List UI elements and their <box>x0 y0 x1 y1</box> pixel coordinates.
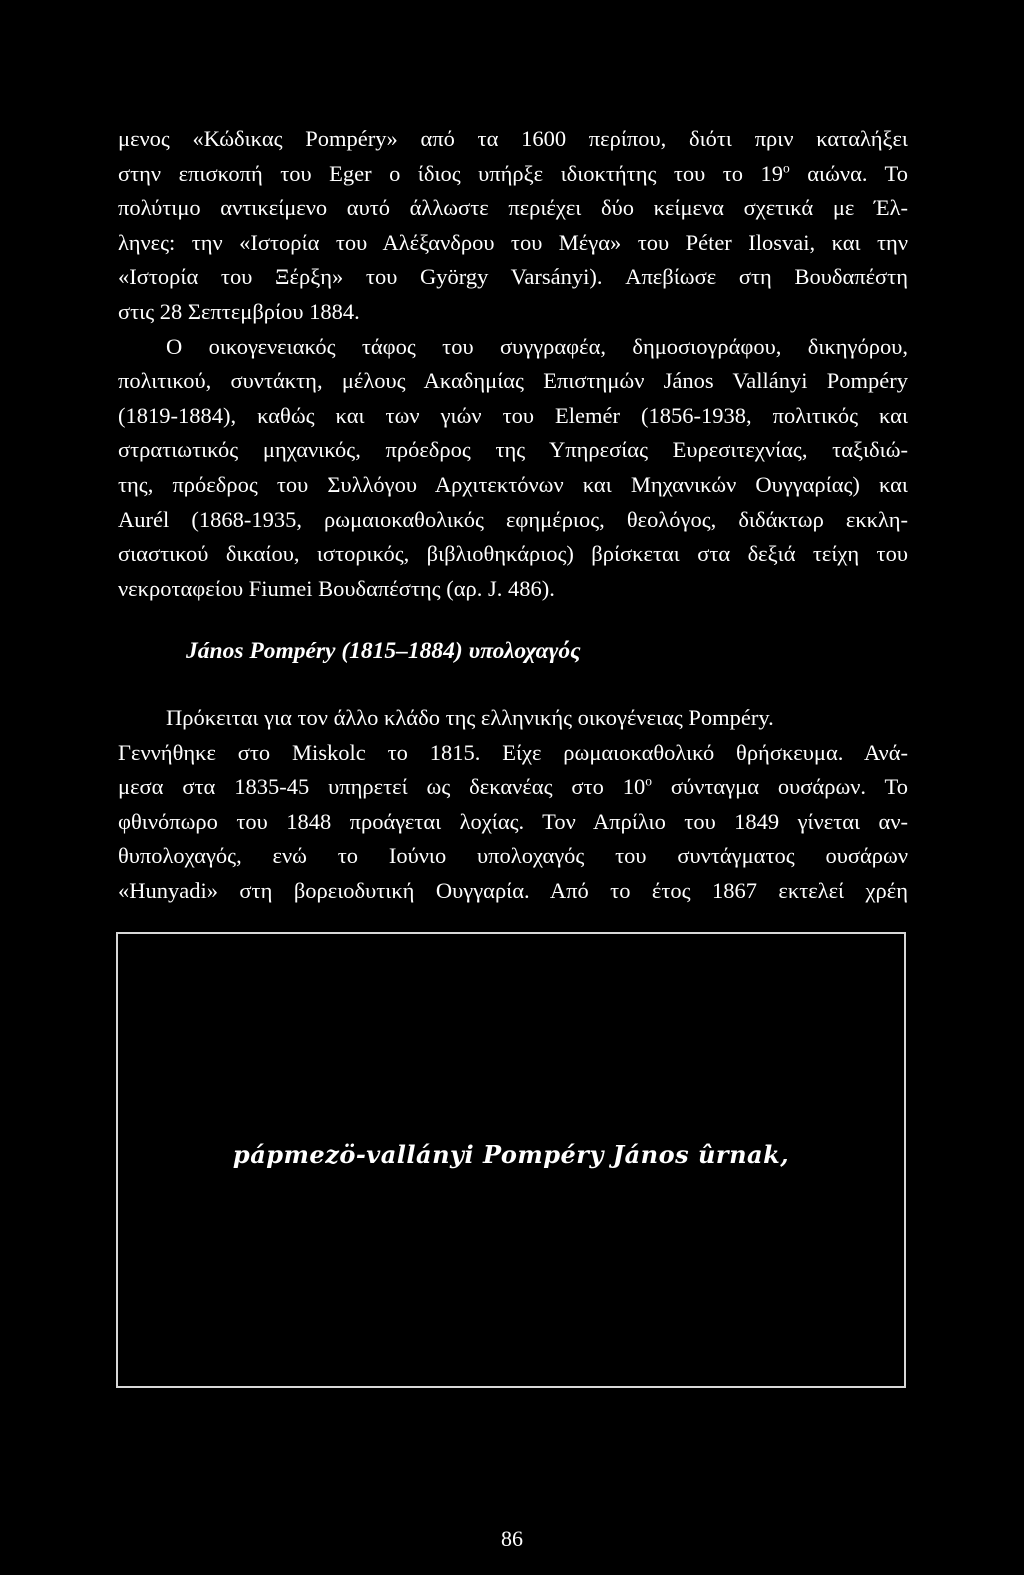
text-line: Γεννήθηκε στο Miskolc το 1815. Είχε ρωμαιοκαθολικό θρήσκευμα. Ανά- <box>118 739 908 765</box>
text-segment: μεσα στα 1835-45 υπηρετεί ως δεκανέας στο 10 <box>118 774 646 800</box>
text-line: Aurél (1868-1935, ρωμαιοκαθολικός εφημέριος, θεολόγος, διδάκτωρ εκκλη- <box>118 506 908 532</box>
text-line <box>118 157 908 192</box>
superscript: ο <box>645 773 652 789</box>
text-line: «Hunyadi» στη βορειοδυτική Ουγγαρία. Από το έτος 1867 εκτελεί χρέη <box>118 877 908 903</box>
text-line: πολύτιμο αντικείμενο αυτό άλλωστε περιέχει δύο κείμενα σχετικά με Έλ- <box>118 195 908 221</box>
photo-frame <box>116 932 906 1388</box>
section-heading: János Pompéry (1815–1884) υπολοχαγός <box>186 638 581 664</box>
paragraph-2 <box>118 701 908 909</box>
superscript: ο <box>783 160 790 176</box>
text-segment: σύνταγμα ουσάρων. Το <box>652 774 909 800</box>
text-line: Πρόκειται για τον άλλο κλάδο της ελληνικής οικογένειας Pompéry. <box>166 705 774 730</box>
text-segment: στην επισκοπή του Eger ο ίδιος υπήρξε ιδιοκτήτης του το 19 <box>118 160 784 186</box>
text-line: στρατιωτικός μηχανικός, πρόεδρος της Υπηρεσίας Ευρεσιτεχνίας, ταξιδιώ- <box>118 437 908 463</box>
text-line: ληνες: την «Ιστορία του Αλέξανδρου του Μέγα» του Péter Ilosvai, και την <box>118 229 908 255</box>
text-line: πολιτικού, συντάκτη, μέλους Ακαδημίας Επιστημών János Vallányi Pompéry <box>118 368 908 394</box>
text-line <box>118 770 908 805</box>
text-line: «Ιστορία του Ξέρξη» του György Varsányi). Απεβίωσε στη Βουδαπέστη <box>118 264 908 290</box>
paragraph-1 <box>118 122 908 606</box>
text-line: Ο οικογενειακός τάφος του συγγραφέα, δημοσιογράφου, δικηγόρου, <box>166 333 908 359</box>
page-number: 86 <box>501 1526 523 1551</box>
text-line: (1819-1884), καθώς και των γιών του Elemér (1856-1938, πολιτικός και <box>118 402 908 428</box>
photo-caption: pápmezö-vallányi Pompéry János ûrnak, <box>232 1140 790 1169</box>
text-line: νεκροταφείου Fiumei Βουδαπέστης (αρ. J. 486). <box>118 575 555 601</box>
text-line: της, πρόεδρος του Συλλόγου Αρχιτεκτόνων και Μηχανικών Ουγγαρίας) και <box>118 471 908 497</box>
text-line: μενος «Κώδικας Pompéry» από τα 1600 περίπου, διότι πριν καταλήξει <box>118 126 908 151</box>
text-line: θυπολοχαγός, ενώ το Ιούνιο υπολοχαγός του συντάγματος ουσάρων <box>118 843 908 869</box>
text-line: φθινόπωρο του 1848 προάγεται λοχίας. Τον Απρίλιο του 1849 γίνεται αν- <box>118 808 908 834</box>
text-line: στις 28 Σεπτεμβρίου 1884. <box>118 298 360 324</box>
text-line: σιαστικού δικαίου, ιστορικός, βιβλιοθηκάριος) βρίσκεται στα δεξιά τείχη του <box>118 541 908 567</box>
text-segment: αιώνα. Το <box>789 160 908 186</box>
